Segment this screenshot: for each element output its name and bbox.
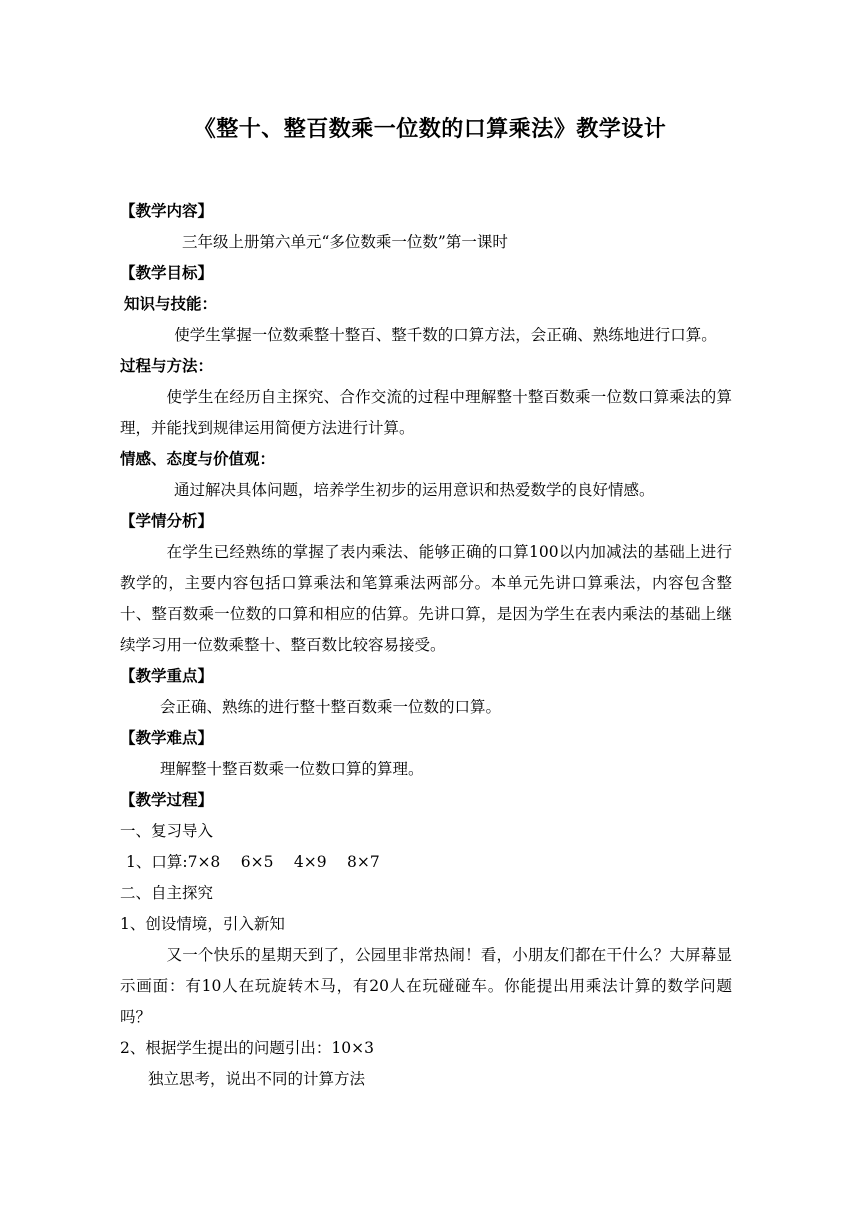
subheading-knowledge: 知识与技能：	[124, 295, 218, 313]
analysis-text: 在学生已经熟练的掌握了表内乘法、能够正确的口算100以内加减法的基础上进行教学的，主要内容包括口算乘法和笔算乘法两部分。本单元先讲口算乘法，内容包含整十、整百数乘一位数的口算和相应的估算。先讲口算，是因为学生在表内乘法的基础上继续学习用一位数乘整十、整百数比较容易接受。	[120, 543, 732, 654]
step2-item2: 2、根据学生提出的问题引出：10×3	[120, 1039, 374, 1057]
subheading-emotion: 情感、态度与价值观：	[120, 450, 276, 468]
section-heading-procedure: 【教学过程】	[120, 791, 214, 809]
process-text: 使学生在经历自主探究、合作交流的过程中理解整十整百数乘一位数口算乘法的算理，并能找到规律运用简便方法进行计算。	[120, 388, 732, 437]
key-text: 会正确、熟练的进行整十整百数乘一位数的口算。	[160, 698, 502, 716]
step2-heading: 二、自主探究	[120, 884, 214, 902]
difficulty-text: 理解整十整百数乘一位数口算的算理。	[160, 760, 424, 778]
section-heading-difficulty: 【教学难点】	[120, 729, 214, 747]
section-heading-analysis: 【学情分析】	[120, 512, 214, 530]
step1-heading: 一、复习导入	[120, 822, 214, 840]
emotion-text: 通过解决具体问题，培养学生初步的运用意识和热爱数学的良好情感。	[174, 481, 655, 499]
content-text: 三年级上册第六单元“多位数乘一位数”第一课时	[182, 233, 508, 251]
section-heading-goals: 【教学目标】	[120, 264, 214, 282]
section-heading-key: 【教学重点】	[120, 667, 214, 685]
document-title: 《整十、整百数乘一位数的口算乘法》教学设计	[193, 117, 667, 142]
step2-story: 又一个快乐的星期天到了，公园里非常热闹！看，小朋友们都在干什么？大屏幕显示画面：有10人在玩旋转木马，有20人在玩碰碰车。你能提出用乘法计算的数学问题吗？	[120, 946, 732, 1026]
step2-item1: 1、创设情境，引入新知	[120, 915, 285, 933]
document-body	[120, 196, 732, 1095]
subheading-process: 过程与方法：	[120, 357, 214, 375]
step1-item: 1、口算:7×8 6×5 4×9 8×7	[126, 853, 380, 871]
step2-item2-text: 独立思考，说出不同的计算方法	[148, 1070, 366, 1088]
section-heading-content: 【教学内容】	[120, 202, 214, 220]
knowledge-text: 使学生掌握一位数乘整十整百、整千数的口算方法，会正确、熟练地进行口算。	[174, 326, 717, 344]
